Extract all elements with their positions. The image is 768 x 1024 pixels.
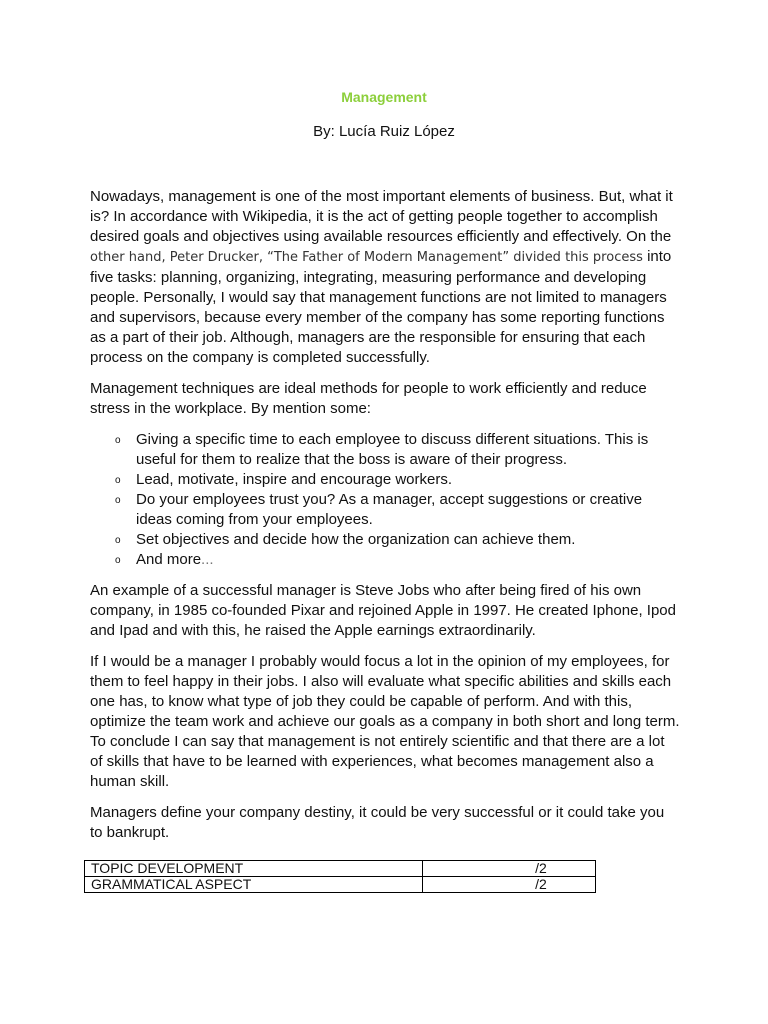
document-body bbox=[90, 187, 680, 854]
list-item bbox=[115, 530, 680, 550]
intro-paragraph bbox=[90, 187, 680, 368]
rubric-score: /2 bbox=[422, 877, 595, 893]
techniques-intro-paragraph: Management techniques are ideal methods for people to work efficiently and reduce stress in the workplace. By mention some: bbox=[90, 380, 647, 417]
intro-text-1: Nowadays, management is one of the most important elements of business. But, what it is? In accordance with Wikipedia, it is the act of getting people together to accomplish desired goals and objectives using available resources efficiently and effectively. bbox=[90, 188, 673, 245]
list-item-text: Lead, motivate, inspire and encourage workers. bbox=[136, 471, 453, 488]
document-author: By: Lucía Ruiz López bbox=[313, 123, 455, 140]
list-item-text: And more bbox=[136, 551, 202, 568]
rubric-label: GRAMMATICAL ASPECT bbox=[85, 877, 423, 893]
ellipsis: ... bbox=[201, 551, 214, 568]
steve-jobs-paragraph: An example of a successful manager is Steve Jobs who after being fired of his own company, in 1985 co-founded Pixar and rejoined Apple in 1997. He created Iphone, Ipod and Ipad and with this, he raised the Apple earnings extraordinarily. bbox=[90, 582, 676, 639]
rubric-table bbox=[84, 860, 596, 893]
bullet-icon: o bbox=[115, 535, 121, 546]
document-title: Management bbox=[341, 89, 427, 105]
rubric-score: /2 bbox=[422, 861, 595, 877]
list-item bbox=[115, 470, 680, 490]
rubric-label: TOPIC DEVELOPMENT bbox=[85, 861, 423, 877]
bullet-icon: o bbox=[115, 555, 121, 566]
table-row bbox=[85, 861, 596, 877]
manager-opinion-paragraph: If I would be a manager I probably would focus a lot in the opinion of my employees, for them to feel happy in their jobs. I also will evaluate what specific abilities and skills each one has, to know what type of job they could be capable of perform. And with this, optimize the team work and achieve our goals as a company in both short and long term. To conclude I can say that management is not entirely scientific and that there are a lot of skills that have to be learned with experiences, what becomes management also a human skill. bbox=[90, 653, 680, 790]
intro-text-3: into five tasks: planning, organizing, integrating, measuring performance and developing people. Personally, I would say that management functions are not limited to managers and supervisors, because every member of the company has some reporting functions as a part of their job. Although, managers are the responsible for ensuring that each process on the company is completed successfully. bbox=[90, 248, 672, 366]
intro-text-drucker: other hand, Peter Drucker, “The Father of Modern Management” divided this process bbox=[90, 250, 643, 265]
list-item-text: Do your employees trust you? As a manager, accept suggestions or creative ideas coming from your employees. bbox=[136, 491, 643, 528]
list-item-text: Set objectives and decide how the organization can achieve them. bbox=[136, 531, 576, 548]
list-item bbox=[115, 490, 680, 530]
list-item bbox=[115, 550, 680, 570]
list-item bbox=[115, 430, 680, 470]
table-row bbox=[85, 877, 596, 893]
techniques-list bbox=[90, 430, 680, 570]
bullet-icon: o bbox=[115, 435, 121, 446]
intro-text-2: On the bbox=[626, 228, 672, 245]
conclusion-paragraph: Managers define your company destiny, it could be very successful or it could take you to bankrupt. bbox=[90, 804, 665, 841]
bullet-icon: o bbox=[115, 475, 121, 486]
bullet-icon: o bbox=[115, 495, 121, 506]
list-item-text: Giving a specific time to each employee to discuss different situations. This is useful for them to realize that the boss is aware of their progress. bbox=[136, 431, 649, 468]
